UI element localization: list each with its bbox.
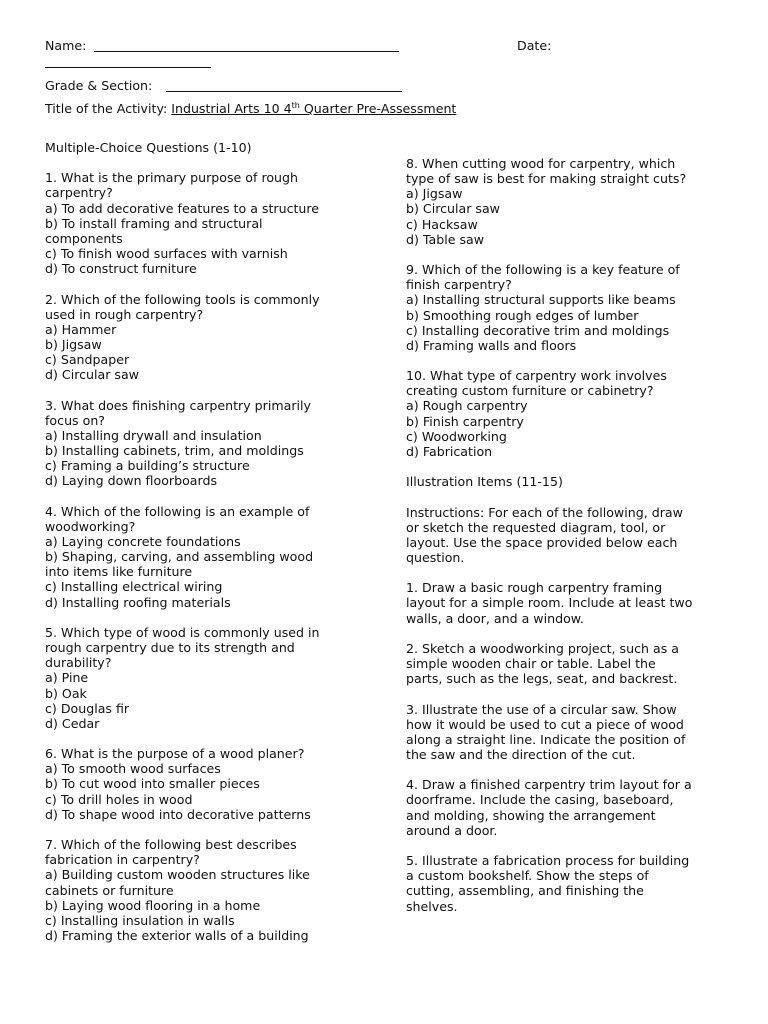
answer-option: c) To finish wood surfaces with varnish	[45, 246, 288, 262]
question-1	[45, 170, 365, 276]
name-label: Name:	[45, 38, 87, 53]
answer-option: b) Installing cabinets, trim, and moldings	[45, 443, 304, 459]
illustration-text: cutting, assembling, and finishing the	[406, 883, 644, 899]
answer-option: b) To cut wood into smaller pieces	[45, 776, 260, 792]
question-text: carpentry?	[45, 185, 113, 201]
question-7	[45, 837, 365, 943]
illustration-heading-text: Illustration Items (11-15)	[406, 474, 563, 490]
instructions-text: layout. Use the space provided below each	[406, 534, 678, 550]
question-text: type of saw is best for making straight cuts?	[406, 171, 687, 187]
illustration-text: along a straight line. Indicate the position of	[406, 731, 686, 747]
answer-option: c) Installing insulation in walls	[45, 912, 235, 928]
question-5	[45, 625, 365, 731]
question-text: 9. Which of the following is a key feature of	[406, 262, 680, 278]
question-text: 2. Which of the following tools is commonly	[45, 291, 320, 307]
answer-option: c) Hacksaw	[406, 216, 478, 232]
question-text: fabrication in carpentry?	[45, 852, 200, 868]
date-label: Date:	[517, 38, 552, 53]
answer-option: a) Hammer	[45, 321, 117, 337]
question-text: 1. What is the primary purpose of rough	[45, 170, 299, 186]
mc-heading	[45, 140, 365, 155]
answer-option: c) Woodworking	[406, 428, 507, 444]
answer-option: into items like furniture	[45, 564, 193, 580]
question-text: focus on?	[45, 412, 105, 428]
question-text: 7. Which of the following best describes	[45, 837, 297, 853]
question-4	[45, 504, 365, 610]
illustration-text: 4. Draw a finished carpentry trim layout for a	[406, 777, 692, 793]
answer-option: d) Circular saw	[45, 367, 139, 383]
question-text: 10. What type of carpentry work involves	[406, 368, 667, 384]
answer-option: cabinets or furniture	[45, 882, 174, 898]
question-text: woodworking?	[45, 518, 136, 534]
left-column	[45, 140, 365, 943]
question-text: rough carpentry due to its strength and	[45, 640, 295, 656]
answer-option: a) Building custom wooden structures like	[45, 867, 310, 883]
illustration-text: 2. Sketch a woodworking project, such as a	[406, 640, 679, 656]
activity-title-value	[171, 101, 456, 116]
answer-option: d) Framing walls and floors	[406, 337, 577, 353]
answer-option: a) Laying concrete foundations	[45, 534, 241, 549]
answer-option: c) Installing electrical wiring	[45, 579, 223, 595]
question-text: 6. What is the purpose of a wood planer?	[45, 746, 305, 762]
question-text: 5. Which type of wood is commonly used in	[45, 624, 320, 640]
activity-title-suffix: Quarter Pre-Assessment	[299, 101, 457, 116]
answer-option: b) Shaping, carving, and assembling wood	[45, 549, 314, 565]
illustration-text: around a door.	[406, 822, 498, 838]
answer-option: a) Pine	[45, 670, 89, 686]
activity-title-label: Title of the Activity:	[45, 101, 168, 116]
answer-option: b) Circular saw	[406, 201, 500, 217]
answer-option: c) Douglas fir	[45, 700, 130, 716]
question-text: 8. When cutting wood for carpentry, which	[406, 156, 676, 171]
question-8	[406, 156, 736, 247]
illustration-text: walls, a door, and a window.	[406, 610, 584, 626]
answer-option: b) To install framing and structural	[45, 215, 263, 231]
answer-option: a) Jigsaw	[406, 186, 463, 202]
illustration-item-1	[406, 580, 736, 625]
illustration-text: a custom bookshelf. Show the steps of	[406, 868, 649, 884]
question-text: creating custom furniture or cabinetry?	[406, 383, 654, 399]
illustration-text: shelves.	[406, 898, 458, 914]
question-text: 4. Which of the following is an example of	[45, 503, 310, 519]
illustration-text: and molding, showing the arrangement	[406, 807, 656, 823]
answer-option: c) Framing a building’s structure	[45, 458, 250, 474]
illustration-item-4	[406, 777, 736, 838]
illustration-text: 1. Draw a basic rough carpentry framing	[406, 580, 663, 596]
illustration-text: the saw and the direction of the cut.	[406, 746, 636, 762]
answer-option: d) To shape wood into decorative patterns	[45, 806, 311, 822]
illustration-text: 3. Illustrate the use of a circular saw. Show	[406, 701, 677, 717]
answer-option: c) Installing decorative trim and moldings	[406, 322, 670, 338]
illustration-instructions	[406, 505, 736, 566]
answer-option: a) Installing drywall and insulation	[45, 427, 262, 443]
answer-option: d) Installing roofing materials	[45, 594, 231, 610]
grade-section-label: Grade & Section:	[45, 78, 153, 93]
illustration-item-5	[406, 853, 736, 914]
answer-option: b) Oak	[45, 685, 87, 701]
question-text: finish carpentry?	[406, 277, 512, 293]
answer-option: d) Laying down floorboards	[45, 473, 218, 489]
question-2	[45, 292, 365, 383]
illustration-heading	[406, 474, 736, 489]
answer-option: a) Installing structural supports like beams	[406, 292, 676, 308]
answer-option: c) Sandpaper	[45, 352, 130, 368]
answer-option: b) Laying wood flooring in a home	[45, 897, 261, 913]
illustration-text: layout for a simple room. Include at least two	[406, 595, 693, 611]
answer-option: b) Smoothing rough edges of lumber	[406, 307, 639, 323]
answer-option: a) Rough carpentry	[406, 398, 528, 414]
instructions-text: Instructions: For each of the following, draw	[406, 504, 683, 520]
illustration-item-3	[406, 702, 736, 763]
question-3	[45, 398, 365, 489]
activity-title-sup: th	[291, 100, 300, 110]
date-blank[interactable]	[45, 67, 211, 68]
instructions-text: question.	[406, 550, 465, 565]
answer-option: components	[45, 230, 123, 246]
answer-option: d) Framing the exterior walls of a building	[45, 928, 309, 944]
instructions-text: or sketch the requested diagram, tool, or	[406, 519, 666, 535]
illustration-text: 5. Illustrate a fabrication process for building	[406, 853, 690, 869]
illustration-items	[406, 580, 736, 913]
answer-option: b) Jigsaw	[45, 337, 102, 352]
illustration-text: simple wooden chair or table. Label the	[406, 656, 656, 672]
illustration-item-2	[406, 641, 736, 686]
grade-section-blank[interactable]	[166, 91, 402, 92]
answer-option: d) Table saw	[406, 231, 485, 247]
left-questions	[45, 170, 365, 943]
mc-heading-text: Multiple-Choice Questions (1-10)	[45, 140, 252, 155]
answer-option: a) To smooth wood surfaces	[45, 761, 221, 777]
answer-option: d) To construct furniture	[45, 261, 197, 277]
right-questions	[406, 156, 736, 474]
illustration-text: doorframe. Include the casing, baseboard,	[406, 792, 674, 808]
answer-option: b) Finish carpentry	[406, 413, 524, 429]
activity-title	[45, 101, 456, 116]
name-blank[interactable]	[94, 51, 399, 52]
illustration-text: parts, such as the legs, seat, and backrest.	[406, 671, 678, 687]
question-9	[406, 262, 736, 353]
question-10	[406, 368, 736, 459]
answer-option: d) Cedar	[45, 715, 100, 731]
activity-title-prefix: Industrial Arts 10 4	[171, 101, 292, 116]
question-text: used in rough carpentry?	[45, 306, 204, 322]
answer-option: c) To drill holes in wood	[45, 791, 193, 807]
question-text: 3. What does finishing carpentry primarily	[45, 397, 311, 413]
answer-option: d) Fabrication	[406, 443, 493, 459]
right-column	[406, 156, 736, 914]
illustration-text: how it would be used to cut a piece of wood	[406, 716, 684, 732]
question-text: durability?	[45, 655, 112, 671]
question-6	[45, 746, 365, 822]
answer-option: a) To add decorative features to a structure	[45, 200, 320, 216]
